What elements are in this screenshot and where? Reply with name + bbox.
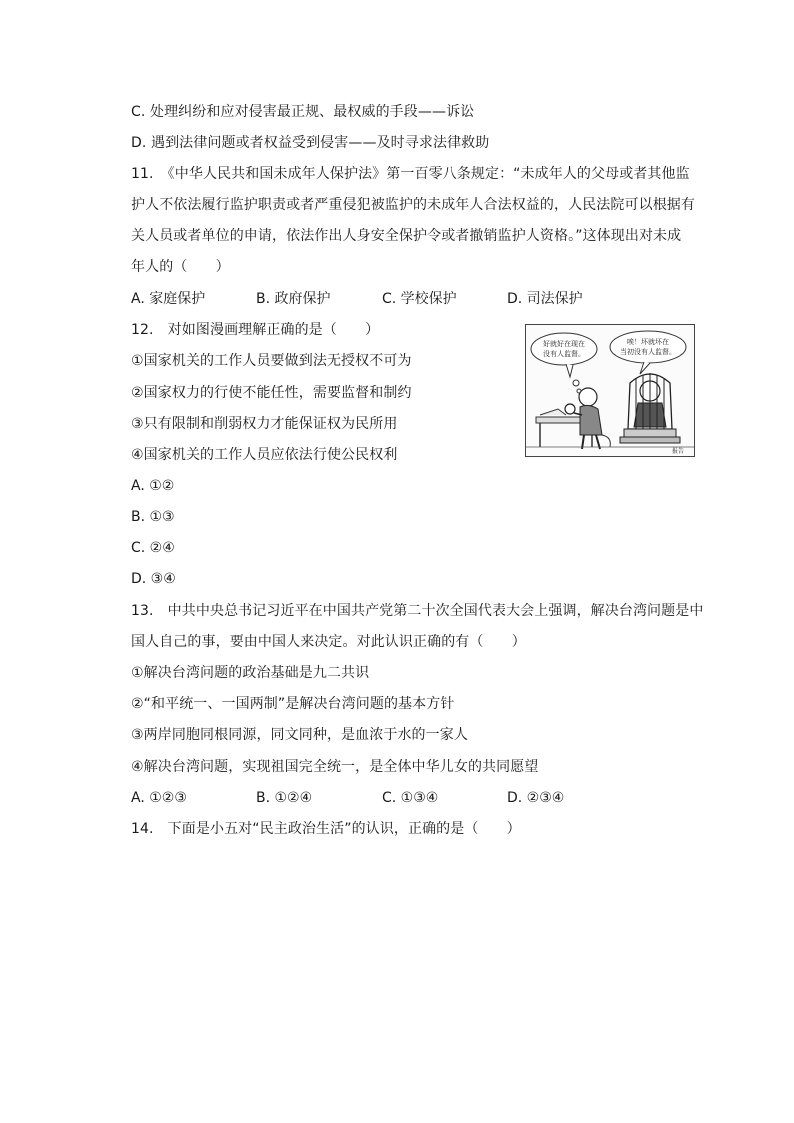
q11-option-c: C. 学校保护 [382,291,457,307]
official-at-desk-figure [536,388,610,449]
q10-option-d: D. 遇到法律问题或者权益受到侵害——及时寻求法律救助 [131,135,490,151]
q12-stem: 12. 对如图漫画理解正确的是（ ） [131,322,380,338]
q12-option-a: A. ①② [131,478,175,494]
q13-statement-3: ③两岸同胞同根同源，同文同种，是血浓于水的一家人 [131,727,468,743]
left-bubble-line-1: 好就好在现在 [543,340,585,348]
q11-option-a: A. 家庭保护 [131,291,206,307]
q13-statement-4: ④解决台湾问题，实现祖国完全统一，是全体中华儿女的共同愿望 [131,759,539,775]
q12-cartoon-image [525,324,695,457]
q13-statement-2: ②“和平统一、一国两制”是解决台湾问题的基本方针 [131,696,455,712]
q11-stem-line-2: 护人不依法履行监护职责或者严重侵犯被监护的未成年人合法权益的，人民法院可以根据有 [131,197,695,213]
q11-option-d: D. 司法保护 [507,291,583,307]
q13-option-b: B. ①②④ [256,790,313,806]
q11-option-b: B. 政府保护 [256,291,331,307]
right-bubble-line-1: 唉！坏就坏在 [627,338,669,346]
right-speech-bubble [610,331,686,363]
q12-statement-3: ③只有限制和削弱权力才能保证权为民所用 [131,416,398,432]
q12-statement-2: ②国家权力的行使不能任性，需要监督和制约 [131,385,412,401]
left-speech-bubble [531,333,597,365]
right-bubble-line-2: 当初没有人监督。 [620,348,676,356]
q13-option-a: A. ①②③ [131,790,187,806]
report-sign-text: 报告 [672,448,685,455]
q13-option-d: D. ②③④ [507,790,565,806]
q11-stem-line-1: 11. 《中华人民共和国未成年人保护法》第一百零八条规定：“未成年人的父母或者其他监 [131,166,690,182]
q12-option-b: B. ①③ [131,509,175,525]
q13-option-c: C. ①③④ [382,790,439,806]
q12-option-c: C. ②④ [131,540,175,556]
q13-stem-line-1: 13. 中共中央总书记习近平在中国共产党第二十次全国代表大会上强调，解决台湾问题是中 [131,603,704,619]
official-behind-bars-figure [620,373,680,443]
q13-statement-1: ①解决台湾问题的政治基础是九二共识 [131,665,370,681]
q10-option-c: C. 处理纠纷和应对侵害最正规、最权威的手段——诉讼 [131,104,475,120]
q11-stem-line-4: 年人的（ ） [131,259,230,275]
q13-stem-line-2: 国人自己的事，要由中国人来决定。对此认识正确的有（ ） [131,634,526,650]
q11-stem-line-3: 关人员或者单位的申请，依法作出人身安全保护令或者撤销监护人资格。”这体现出对未成 [131,228,682,244]
q12-option-d: D. ③④ [131,571,176,587]
q14-stem: 14. 下面是小五对“民主政治生活”的认识，正确的是（ ） [131,821,521,837]
q12-statement-1: ①国家机关的工作人员要做到法无授权不可为 [131,353,412,369]
q12-statement-4: ④国家机关的工作人员应依法行使公民权利 [131,447,398,463]
left-bubble-line-2: 没有人监督。 [543,350,585,358]
